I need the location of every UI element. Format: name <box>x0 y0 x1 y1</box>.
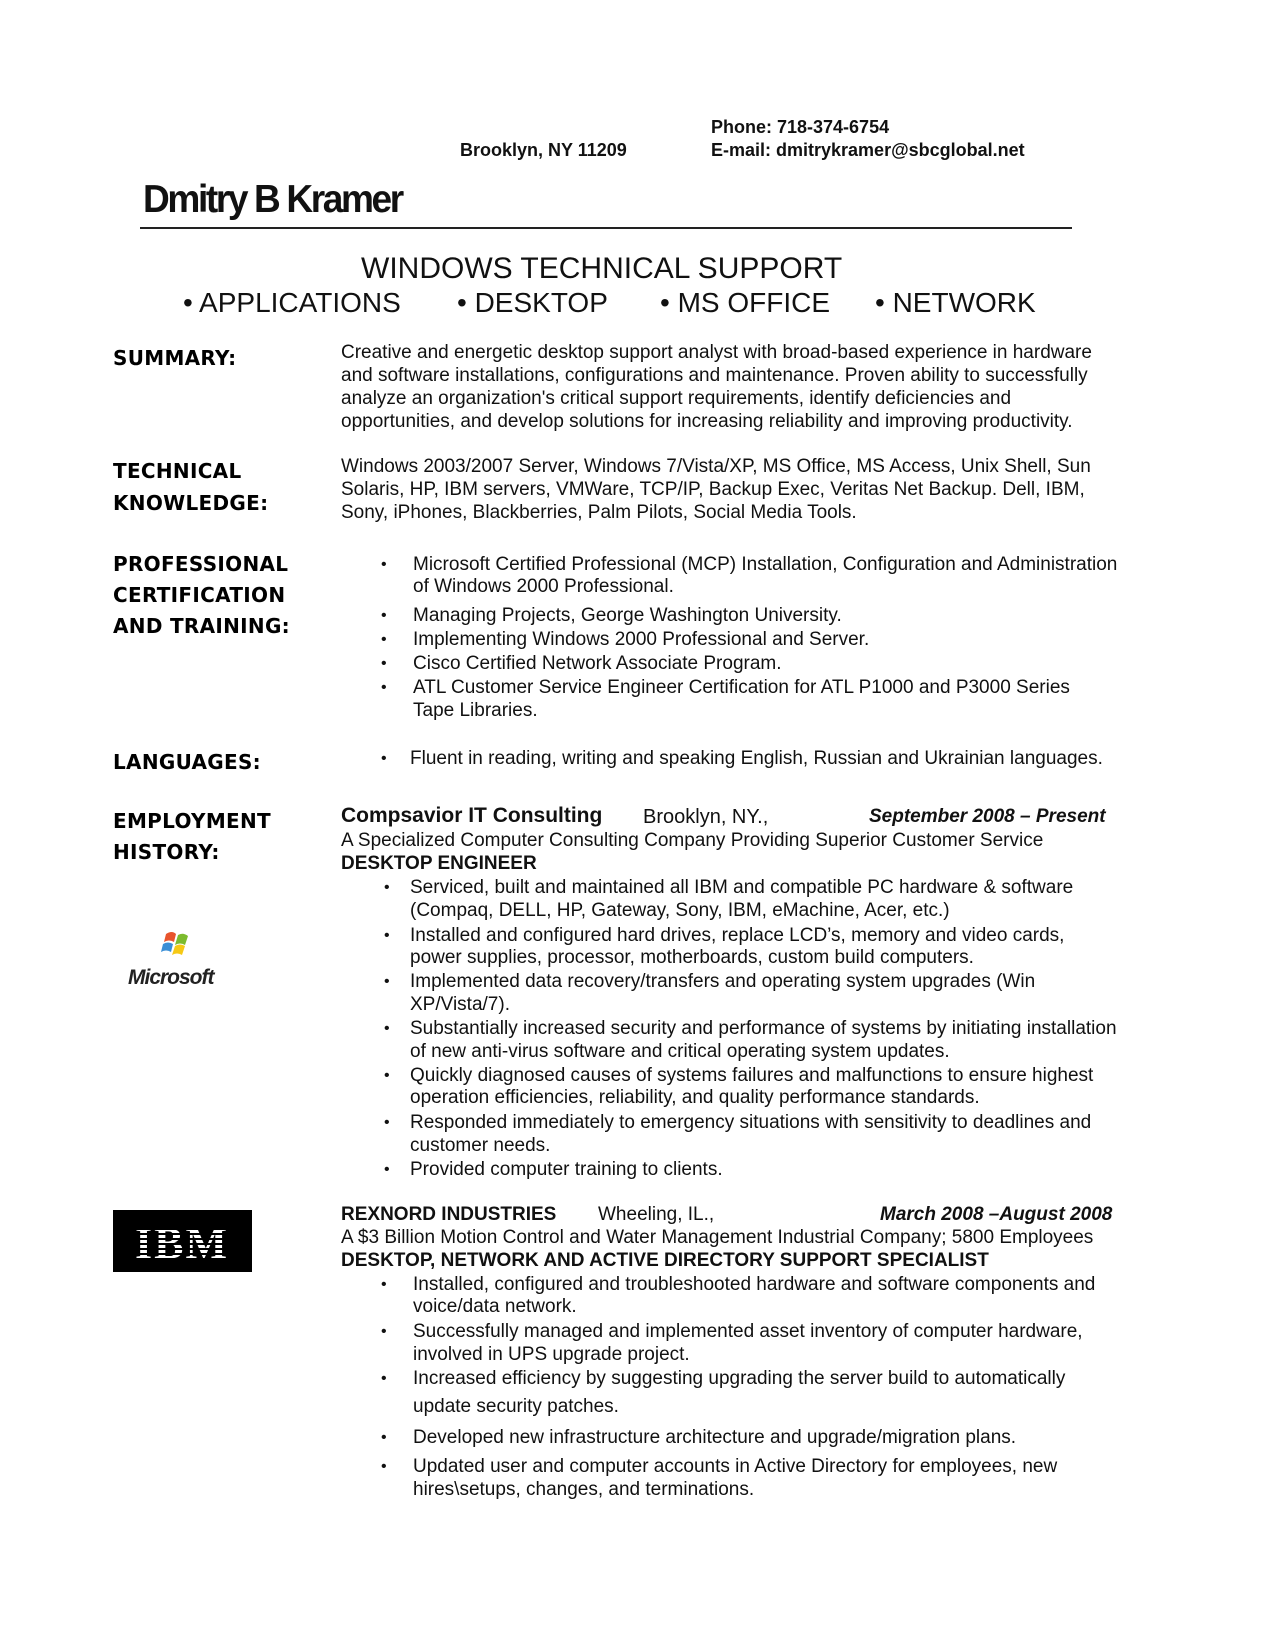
summary-line: analyze an organization's critical support requirements, identify deficiencies and <box>341 388 1012 409</box>
list-item-line: Responded immediately to emergency situations with sensitivity to deadlines and <box>410 1112 1092 1133</box>
section-label-technical: TECHNICAL <box>113 459 242 483</box>
summary-line: and software installations, configurations and maintenance. Proven ability to successfully <box>341 365 1088 386</box>
summary-line: opportunities, and develop solutions for increasing reliability and improving productivity. <box>341 411 1073 432</box>
list-item-line: operation efficiencies, reliability, and quality performance standards. <box>410 1087 980 1108</box>
phone: Phone: 718-374-6754 <box>711 117 890 137</box>
ibm-logo <box>113 1210 252 1272</box>
section-label-technical: KNOWLEDGE: <box>113 491 269 515</box>
area-network: • NETWORK <box>875 287 1036 318</box>
bullet-icon: • <box>384 879 390 896</box>
bullet-icon: • <box>384 973 390 990</box>
job-company: Compsavior IT Consulting <box>341 804 603 827</box>
job-title: DESKTOP ENGINEER <box>341 853 537 874</box>
bullet-icon: • <box>381 1323 387 1340</box>
job-description: A Specialized Computer Consulting Company Providing Superior Customer Service <box>341 830 1044 851</box>
candidate-name: Dmitry B Kramer <box>143 178 402 221</box>
list-item-line: Implementing Windows 2000 Professional and Server. <box>413 629 870 650</box>
bullet-icon: • <box>384 1114 390 1131</box>
bullet-icon: • <box>381 1276 387 1293</box>
section-label-certification: AND TRAINING: <box>113 614 290 638</box>
list-item-line: Installed and configured hard drives, replace LCD’s, memory and video cards, <box>410 925 1065 946</box>
job-location: Brooklyn, NY., <box>643 806 769 828</box>
bullet-icon: • <box>384 1067 390 1084</box>
section-label-languages: LANGUAGES: <box>113 750 261 774</box>
bullet-icon: • <box>381 607 387 624</box>
list-item-line: Provided computer training to clients. <box>410 1159 723 1180</box>
bullet-icon: • <box>381 750 387 767</box>
list-item-line: Updated user and computer accounts in Active Directory for employees, new <box>413 1456 1058 1477</box>
technical-line: Sony, iPhones, Blackberries, Palm Pilots, Social Media Tools. <box>341 502 857 523</box>
list-item-line: Successfully managed and implemented asset inventory of computer hardware, <box>413 1321 1083 1342</box>
job-dates: September 2008 – Present <box>869 806 1106 827</box>
bullet-icon: • <box>381 1370 387 1387</box>
list-item-line: Developed new infrastructure architecture and upgrade/migration plans. <box>413 1427 1017 1448</box>
list-item-line: Quickly diagnosed causes of systems failures and malfunctions to ensure highest <box>410 1065 1094 1086</box>
list-item-line: of new anti-virus software and critical operating system updates. <box>410 1041 950 1062</box>
job-title: DESKTOP, NETWORK AND ACTIVE DIRECTORY SUPPORT SPECIALIST <box>341 1250 989 1271</box>
section-label-employment: HISTORY: <box>113 840 220 864</box>
bullet-icon: • <box>381 655 387 672</box>
svg-text:IBM: IBM <box>135 1219 229 1268</box>
summary-line: Creative and energetic desktop support analyst with broad-based experience in hardware <box>341 342 1092 363</box>
bullet-icon: • <box>384 1020 390 1037</box>
list-item-line: update security patches. <box>413 1396 619 1417</box>
list-item-line: Installed, configured and troubleshooted hardware and software components and <box>413 1274 1096 1295</box>
job-description: A $3 Billion Motion Control and Water Management Industrial Company; 5800 Employees <box>341 1227 1094 1248</box>
job-location: Wheeling, IL., <box>598 1204 715 1225</box>
list-item-line: Managing Projects, George Washington University. <box>413 605 842 626</box>
list-item-line: (Compaq, DELL, HP, Gateway, Sony, IBM, eMachine, Acer, etc.) <box>410 900 950 921</box>
list-item-line: voice/data network. <box>413 1296 577 1317</box>
list-item-line: XP/Vista/7). <box>410 994 510 1015</box>
area-applications: • APPLICATIONS <box>183 287 401 318</box>
job-company: REXNORD INDUSTRIES <box>341 1204 557 1225</box>
area-desktop: • DESKTOP <box>457 287 608 318</box>
bullet-icon: • <box>384 927 390 944</box>
list-item-line: Microsoft Certified Professional (MCP) Installation, Configuration and Administration <box>413 554 1118 575</box>
list-item-line: of Windows 2000 Professional. <box>413 576 674 597</box>
technical-line: Solaris, HP, IBM servers, VMWare, TCP/IP, Backup Exec, Veritas Net Backup. Dell, IBM, <box>341 479 1085 500</box>
svg-text:Microsoft: Microsoft <box>128 966 214 989</box>
list-item-line: customer needs. <box>410 1135 551 1156</box>
technical-line: Windows 2003/2007 Server, Windows 7/Vista/XP, MS Office, MS Access, Unix Shell, Sun <box>341 456 1091 477</box>
windows-flag-icon <box>126 928 230 990</box>
bullet-icon: • <box>381 679 387 696</box>
list-item-line: Increased efficiency by suggesting upgrading the server build to automatically <box>413 1368 1066 1389</box>
list-item-line: Substantially increased security and performance of systems by initiating installation <box>410 1018 1117 1039</box>
list-item-line: Implemented data recovery/transfers and operating system upgrades (Win <box>410 971 1036 992</box>
ibm-striped-logo-icon <box>113 1210 252 1272</box>
headline-title: WINDOWS TECHNICAL SUPPORT <box>361 252 843 285</box>
list-item-line: power supplies, processor, motherboards, custom build computers. <box>410 947 974 968</box>
email[interactable]: E-mail: dmitrykramer@sbcglobal.net <box>711 140 1025 160</box>
address: Brooklyn, NY 11209 <box>460 140 627 160</box>
bullet-icon: • <box>384 1161 390 1178</box>
bullet-icon: • <box>381 1429 387 1446</box>
bullet-icon: • <box>381 631 387 648</box>
microsoft-logo <box>126 928 230 990</box>
list-item-line: hires\setups, changes, and terminations. <box>413 1479 755 1500</box>
section-label-certification: PROFESSIONAL <box>113 552 289 576</box>
list-item-line: Cisco Certified Network Associate Program. <box>413 653 782 674</box>
list-item-line: Tape Libraries. <box>413 700 538 721</box>
area-ms-office: • MS OFFICE <box>660 287 831 318</box>
section-label-employment: EMPLOYMENT <box>113 809 271 833</box>
section-label-summary: SUMMARY: <box>113 346 237 370</box>
list-item-line: ATL Customer Service Engineer Certification for ATL P1000 and P3000 Series <box>413 677 1070 698</box>
list-item-line: Serviced, built and maintained all IBM and compatible PC hardware & software <box>410 877 1074 898</box>
job-dates: March 2008 –August 2008 <box>880 1204 1113 1225</box>
list-item-line: involved in UPS upgrade project. <box>413 1344 690 1365</box>
section-label-certification: CERTIFICATION <box>113 583 286 607</box>
language-item: Fluent in reading, writing and speaking English, Russian and Ukrainian languages. <box>410 748 1103 769</box>
bullet-icon: • <box>381 556 387 573</box>
bullet-icon: • <box>381 1458 387 1475</box>
header-divider <box>140 227 1072 229</box>
